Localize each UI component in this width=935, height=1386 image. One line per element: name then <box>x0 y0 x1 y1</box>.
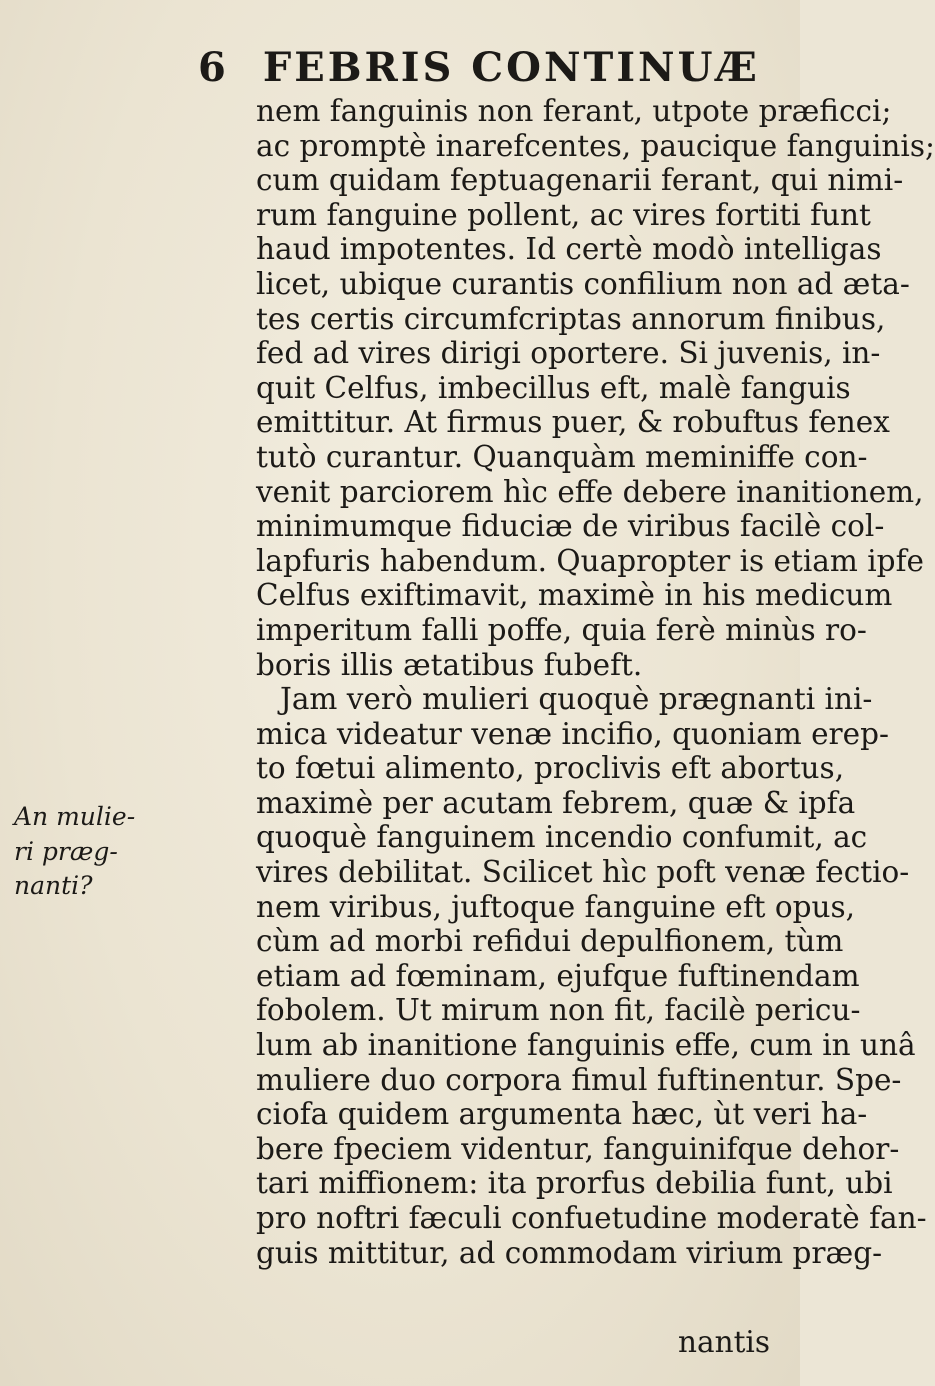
text-line: guis mittitur, ad commodam virium præg- <box>256 1235 883 1270</box>
text-line: maximè per acutam febrem, quæ & ipfa <box>256 785 856 820</box>
text-line: nem viribus, juftoque fanguine eft opus, <box>256 889 856 924</box>
text-line: lapfuris habendum. Quapropter is etiam ipfe <box>256 543 924 578</box>
text-line: nem fanguinis non ferant, utpote præficci; <box>256 94 892 128</box>
page-header <box>198 44 760 91</box>
text-line: quit Celfus, imbecillus eft, malè fanguis <box>256 370 851 405</box>
catchword: nantis <box>677 1325 770 1359</box>
text-line: minimumque fiduciæ de viribus facilè col- <box>256 509 885 544</box>
text-line: quoquè fanguinem incendio confumit, ac <box>256 820 868 855</box>
margin-note <box>14 800 164 904</box>
text-line: etiam ad fœminam, ejufque fuftinendam <box>256 958 860 993</box>
text-line: tutò curantur. Quanquàm meminiffe con- <box>256 439 868 474</box>
text-line: vires debilitat. Scilicet hìc poft venæ fectio- <box>256 855 910 890</box>
text-line: mica videatur venæ incifio, quoniam erep- <box>256 716 889 751</box>
text-line: rum fanguine pollent, ac vires fortiti funt <box>256 197 871 232</box>
text-line: lum ab inanitione fanguinis effe, cum in unâ <box>256 1028 916 1063</box>
margin-note-line: An mulie- <box>14 802 136 831</box>
text-line: imperitum falli poffe, quia ferè minùs ro- <box>256 612 867 647</box>
text-line: cùm ad morbi refidui depulfionem, tùm <box>256 924 844 959</box>
text-line: haud impotentes. Id certè modò intelligas <box>256 232 882 267</box>
page-number: 6 <box>198 44 229 91</box>
text-line: ciofa quidem argumenta hæc, ùt veri ha- <box>256 1097 868 1132</box>
text-line: fed ad vires dirigi oportere. Si juvenis, in- <box>256 336 881 371</box>
text-line: Jam verò mulieri quoquè prægnanti ini- <box>280 682 873 717</box>
text-line: boris illis ætatibus fubeft. <box>256 647 643 682</box>
running-title: FEBRIS CONTINUÆ <box>262 44 760 91</box>
text-line: fobolem. Ut mirum non fit, facilè pericu- <box>256 993 861 1028</box>
text-line: emittitur. At firmus puer, & robuftus fenex <box>256 405 890 440</box>
margin-note-line: ri præg- <box>14 836 118 866</box>
text-line: ac promptè inarefcentes, paucique fanguinis; <box>256 128 935 163</box>
text-line: tari miffionem: ita prorfus debilia funt, ubi <box>256 1166 893 1201</box>
text-line: venit parciorem hìc effe debere inanitionem, <box>256 474 924 509</box>
text-line: licet, ubique curantis confilium non ad æta- <box>256 266 910 301</box>
text-line: Celfus exiftimavit, maximè in his medicum <box>256 578 893 613</box>
text-line: bere fpeciem videntur, fanguinifque dehor- <box>256 1131 900 1166</box>
text-line: to fœtui alimento, proclivis eft abortus, <box>256 751 845 786</box>
text-line: cum quidam feptuagenarii ferant, qui nimi- <box>256 163 904 198</box>
text-line: muliere duo corpora fimul fuftinentur. Spe- <box>256 1062 902 1097</box>
margin-note-line: nanti? <box>14 871 93 901</box>
body-text <box>256 94 935 1270</box>
text-line: pro noftri fæculi confuetudine moderatè fan- <box>256 1201 927 1235</box>
text-line: tes certis circumfcriptas annorum finibus, <box>256 301 886 336</box>
